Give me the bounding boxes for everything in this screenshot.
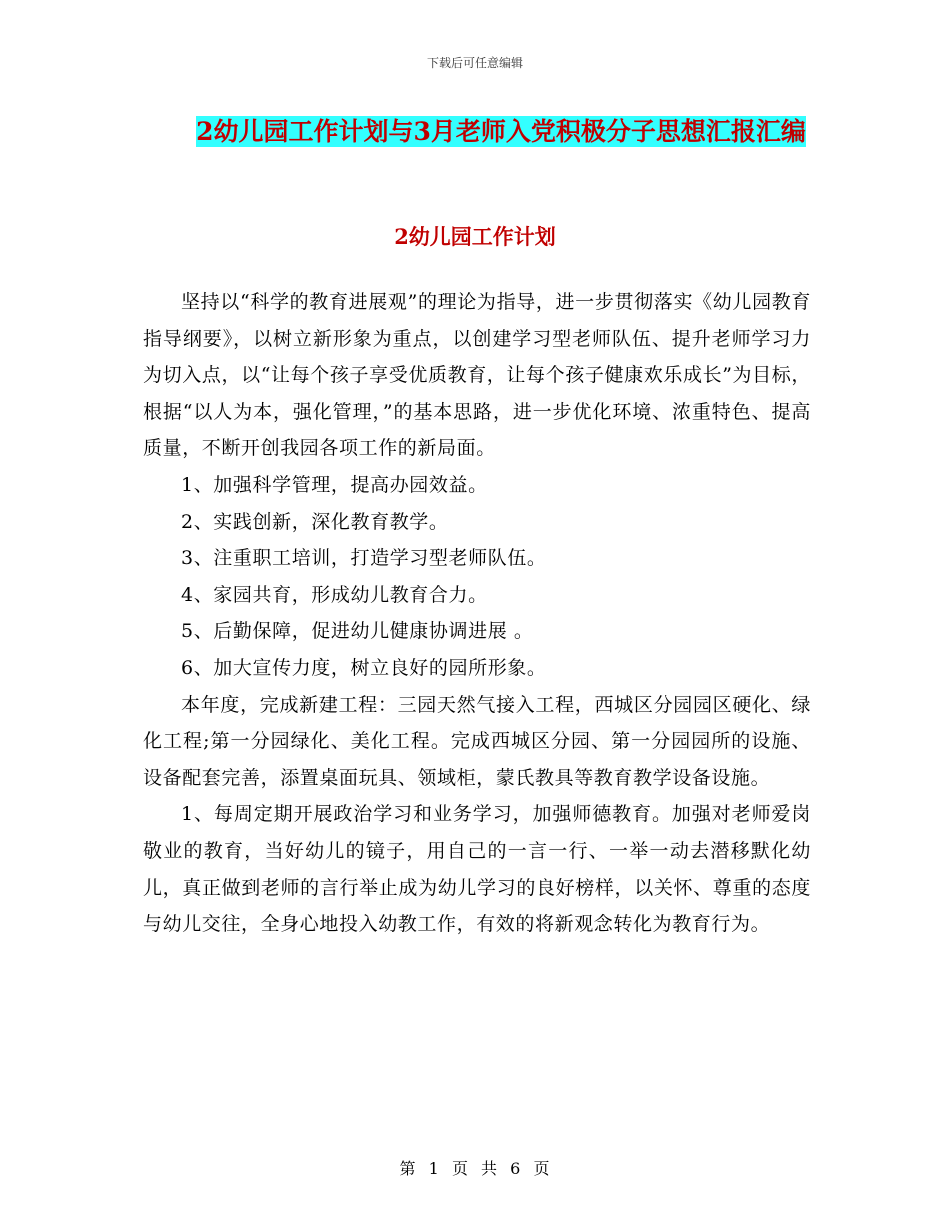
footer-total-unit: 页 <box>533 1159 551 1178</box>
paragraph: 坚持以“科学的教育进展观”的理论为指导，进一步贯彻落实《幼儿园教育指导纲要》，以树立新形象为重点，以创建学习型老师队伍、提升老师学习力为切入点，以“让每个孩子享受优质教育，让每个孩子健康欢乐成长”为目标，根据“以人为本，强化管理，”的基本思路，进一步优化环境、浓重特色、提高质量，不断开创我园各项工作的新局面。 <box>143 291 811 460</box>
list-item: 3、注重职工培训，打造学习型老师队伍。 <box>181 547 547 570</box>
paragraph: 本年度，完成新建工程：三园天然气接入工程，西城区分园园区硬化、绿化工程;第一分园绿化、美化工程。完成西城区分园、第一分园园所的设施、设备配套完善，添置桌面玩具、领域柜，蒙氏教具等教育教学设备设施。 <box>143 693 811 789</box>
footer-prefix: 第 <box>399 1159 417 1178</box>
footer-page-unit: 页 <box>451 1159 469 1178</box>
footer-total-prefix: 共 <box>481 1159 499 1178</box>
document-body <box>143 284 811 943</box>
list-item: 2、实践创新，深化教育教学。 <box>181 510 449 533</box>
list-item: 4、家园共育，形成幼儿教育合力。 <box>181 583 488 606</box>
total-pages: 6 <box>510 1159 522 1178</box>
paragraph: 1、每周定期开展政治学习和业务学习，加强师德教育。加强对老师爱岗敬业的教育，当好幼儿的镜子，用自己的一言一行、一举一动去潜移默化幼儿，真正做到老师的言行举止成为幼儿学习的良好榜样，以关怀、尊重的态度与幼儿交往，全身心地投入幼教工作，有效的将新观念转化为教育行为。 <box>143 803 811 936</box>
page-footer <box>0 1156 950 1179</box>
list-item: 1、加强科学管理，提高办园效益。 <box>181 473 488 496</box>
section-title: 2幼儿园工作计划 <box>394 224 556 249</box>
list-item: 6、加大宣传力度，树立良好的园所形象。 <box>181 656 547 679</box>
document-title <box>186 112 816 151</box>
list-item: 5、后勤保障，促进幼儿健康协调进展 。 <box>181 620 534 643</box>
page-number: 1 <box>428 1159 440 1178</box>
header-note: 下载后可任意编辑 <box>426 56 523 70</box>
document-title-text: 2幼儿园工作计划与3月老师入党积极分子思想汇报汇编 <box>196 117 806 146</box>
